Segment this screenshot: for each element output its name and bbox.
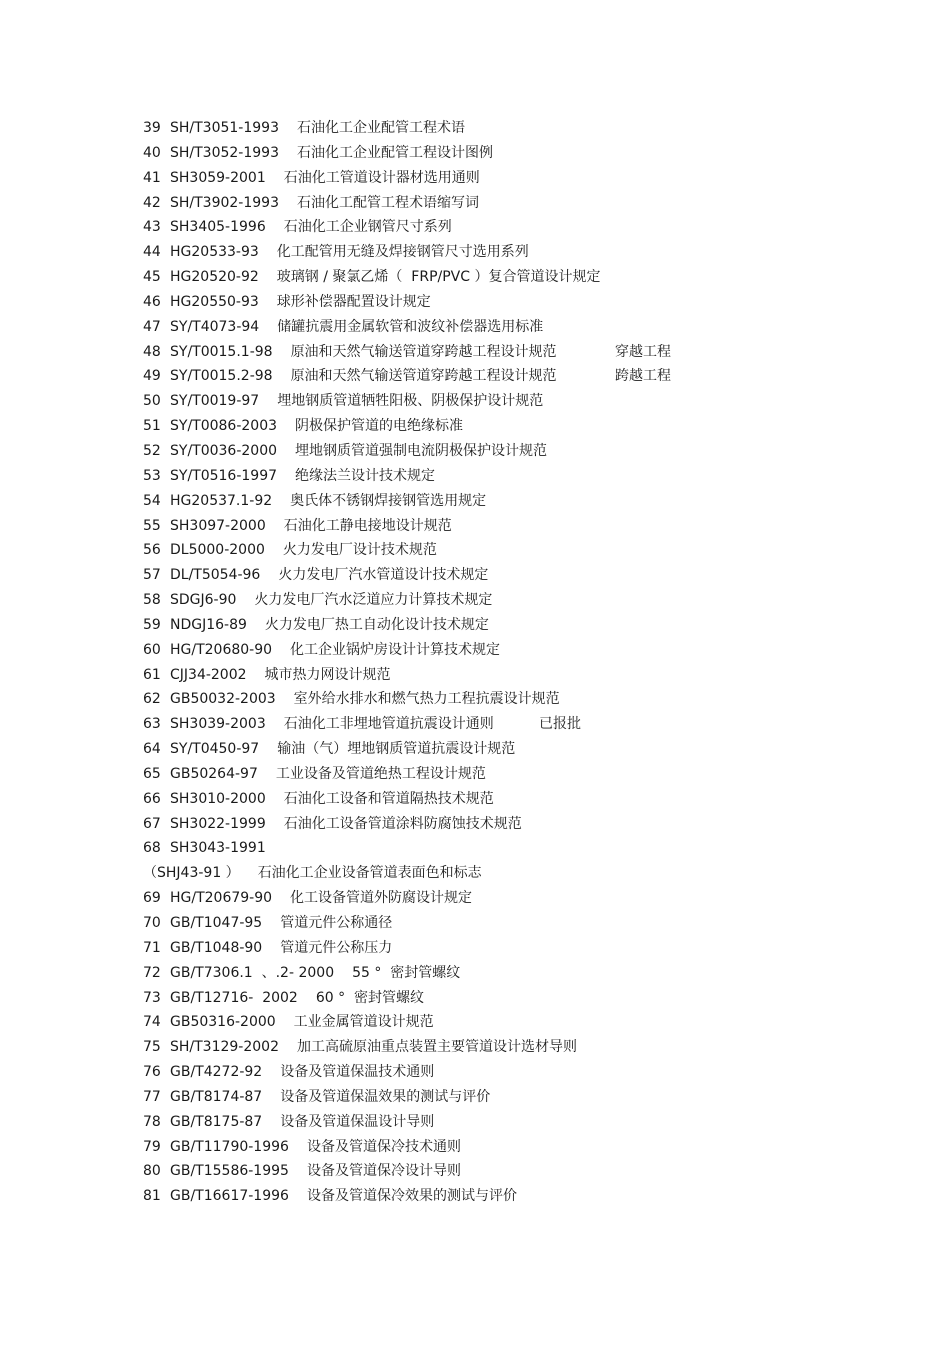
item-number: 54	[143, 492, 161, 509]
standard-title: 埋地钢质管道牺牲阳极、阴极保护设计规范	[277, 393, 544, 410]
standard-code: SY/T0516-1997	[170, 467, 278, 484]
item-number: 53	[143, 467, 161, 484]
standard-code: CJJ34-2002	[170, 666, 247, 683]
standard-title: 储罐抗震用金属软管和波纹补偿器选用标准	[277, 318, 544, 335]
list-item	[143, 638, 600, 663]
item-number: 51	[143, 418, 161, 435]
standard-title: 石油化工配管工程术语缩写词	[297, 194, 479, 211]
list-item	[143, 961, 600, 986]
standard-code: DL5000-2000	[170, 542, 265, 559]
standard-title: 设备及管道保冷设计导则	[306, 1163, 461, 1180]
list-item	[143, 812, 600, 837]
item-number: 41	[143, 169, 161, 186]
item-number: 59	[143, 616, 161, 633]
list-item	[143, 1085, 600, 1110]
standard-code: SY/T0015.2-98	[170, 368, 273, 385]
item-number: 81	[143, 1188, 161, 1205]
item-number: 39	[143, 120, 161, 136]
standard-code: SH/T3051-1993	[170, 120, 279, 136]
standard-title: 石油化工管道设计器材选用通则	[283, 169, 480, 186]
standard-title: 原油和天然气输送管道穿跨越工程设计规范	[290, 343, 557, 360]
standard-code: SY/T0450-97	[170, 741, 260, 758]
item-number: 75	[143, 1039, 161, 1056]
list-item	[143, 240, 600, 265]
standard-code: HG20533-93	[170, 244, 259, 261]
standard-title: 球形补偿器配置设计规定	[276, 293, 431, 310]
standard-title: 火力发电厂汽水泛道应力计算技术规定	[254, 592, 493, 609]
item-number: 69	[143, 890, 161, 907]
standard-code: HG20520-92	[170, 269, 259, 286]
standard-code: SH/T3052-1993	[170, 144, 279, 161]
standard-title: 工业金属管道设计规范	[293, 1014, 434, 1031]
standard-code: HG/T20680-90	[170, 641, 273, 658]
standard-code: GB50316-2000	[170, 1014, 276, 1031]
standard-code: GB50032-2003	[170, 691, 276, 708]
item-number: 79	[143, 1138, 161, 1155]
list-item	[143, 191, 600, 216]
item-number: 60	[143, 641, 161, 658]
list-item	[143, 265, 600, 290]
standard-title: 埋地钢质管道强制电流阴极保护设计规范	[295, 442, 548, 459]
item-number: 49	[143, 368, 161, 385]
standard-title: 绝缘法兰设计技术规定	[295, 467, 436, 484]
standard-title: 设备及管道保冷效果的测试与评价	[306, 1188, 517, 1205]
item-number: 45	[143, 269, 161, 286]
item-number: 74	[143, 1014, 161, 1031]
standard-title: 原油和天然气输送管道穿跨越工程设计规范	[290, 368, 557, 385]
standard-code: SY/T0019-97	[170, 393, 260, 410]
standard-code: SY/T4073-94	[170, 318, 260, 335]
standard-code: SDGJ6-90	[170, 592, 237, 609]
list-item	[143, 986, 600, 1011]
item-number: 78	[143, 1113, 161, 1130]
list-item	[143, 737, 600, 762]
item-number: 64	[143, 741, 161, 758]
item-number: 56	[143, 542, 161, 559]
standard-title: 石油化工企业钢管尺寸系列	[283, 219, 452, 236]
standard-code: GB/T16617-1996	[170, 1188, 289, 1205]
standard-code: HG20550-93	[170, 293, 259, 310]
standard-title: 石油化工设备管道涂料防腐蚀技术规范	[283, 815, 522, 832]
standard-title: 石油化工企业配管工程术语	[297, 120, 465, 136]
item-number: 40	[143, 144, 161, 161]
standard-code: GB/T12716- 2002	[170, 989, 298, 1006]
item-number: 61	[143, 666, 161, 683]
standard-title: 石油化工非埋地管道抗震设计通则	[283, 716, 494, 733]
standard-code: SH3022-1999	[170, 815, 266, 832]
standard-code: HG/T20679-90	[170, 890, 273, 907]
standard-code: GB/T7306.1 、.2- 2000	[170, 964, 335, 981]
list-item	[143, 762, 600, 787]
standard-title: 奥氏体不锈钢焊接钢管选用规定	[290, 492, 487, 509]
standard-title: 化工企业锅炉房设计计算技术规定	[290, 641, 501, 658]
list-item	[143, 886, 600, 911]
item-number: 63	[143, 716, 161, 733]
item-number: 65	[143, 765, 161, 782]
list-item	[143, 936, 600, 961]
list-item	[143, 836, 600, 861]
standard-code: GB/T15586-1995	[170, 1163, 289, 1180]
item-number: 71	[143, 939, 161, 956]
item-number: 70	[143, 915, 161, 931]
list-item	[143, 166, 600, 191]
standard-note: 已报批	[539, 716, 581, 733]
standard-code: GB/T8175-87	[170, 1113, 263, 1130]
item-number: 52	[143, 442, 161, 459]
list-item	[143, 911, 600, 936]
list-item	[143, 1135, 600, 1160]
standard-title: 火力发电厂设计技术规范	[282, 542, 437, 559]
list-item	[143, 290, 600, 315]
standard-code: （SHJ43-91 ）	[143, 865, 240, 882]
list-item	[143, 315, 600, 340]
list-item	[143, 439, 600, 464]
standard-title: 输油（气）埋地钢质管道抗震设计规范	[277, 741, 516, 758]
standard-title: 化工设备管道外防腐设计规定	[290, 890, 473, 907]
item-number: 77	[143, 1088, 161, 1105]
list-item	[143, 861, 600, 886]
list-item	[143, 1060, 600, 1085]
standard-code: SH3405-1996	[170, 219, 266, 236]
item-number: 44	[143, 244, 161, 261]
list-item	[143, 712, 600, 737]
standard-code: SH3059-2001	[170, 169, 266, 186]
item-number: 62	[143, 691, 161, 708]
item-number: 73	[143, 989, 161, 1006]
standard-title: 室外给水排水和燃气热力工程抗震设计规范	[293, 691, 560, 708]
standard-title: 城市热力网设计规范	[264, 666, 391, 683]
list-item	[143, 787, 600, 812]
standard-title: 石油化工静电接地设计规范	[283, 517, 452, 534]
list-item	[143, 613, 600, 638]
standard-title: 55 ° 密封管螺纹	[352, 964, 461, 981]
list-item	[143, 489, 600, 514]
standard-title: 设备及管道保温技术通则	[280, 1064, 435, 1081]
standard-code: SY/T0086-2003	[170, 418, 278, 435]
item-number: 66	[143, 790, 161, 807]
list-item	[143, 538, 600, 563]
list-item	[143, 1010, 600, 1035]
standard-code: SY/T0015.1-98	[170, 343, 273, 360]
standard-code: SH/T3129-2002	[170, 1039, 279, 1056]
list-item	[143, 116, 600, 141]
item-number: 58	[143, 592, 161, 609]
standard-title: 管道元件公称通径	[280, 915, 393, 931]
standard-code: SH3043-1991	[170, 840, 266, 857]
list-item	[143, 414, 600, 439]
standard-code: GB/T4272-92	[170, 1064, 263, 1081]
item-number: 57	[143, 567, 161, 584]
standard-code: SH/T3902-1993	[170, 194, 279, 211]
standard-note: 穿越工程	[615, 343, 671, 360]
list-item	[143, 514, 600, 539]
standard-title: 设备及管道保冷技术通则	[306, 1138, 461, 1155]
standard-code: NDGJ16-89	[170, 616, 247, 633]
list-item	[143, 687, 600, 712]
standard-title: 化工配管用无缝及焊接钢管尺寸选用系列	[276, 244, 529, 261]
standard-title: 石油化工设备和管道隔热技术规范	[283, 790, 494, 807]
list-item	[143, 1159, 600, 1184]
list-item	[143, 1035, 600, 1060]
standard-title: 设备及管道保温效果的测试与评价	[280, 1088, 491, 1105]
item-number: 68	[143, 840, 161, 857]
standard-code: SY/T0036-2000	[170, 442, 278, 459]
list-item	[143, 464, 600, 489]
item-number: 67	[143, 815, 161, 832]
standard-code: GB50264-97	[170, 765, 258, 782]
standard-code: GB/T1048-90	[170, 939, 263, 956]
item-number: 48	[143, 343, 161, 360]
standard-title: 阴极保护管道的电绝缘标准	[295, 418, 464, 435]
standards-list	[143, 116, 671, 1209]
standard-code: GB/T1047-95	[170, 915, 263, 931]
item-number: 47	[143, 318, 161, 335]
list-item	[143, 588, 600, 613]
list-item	[143, 364, 671, 389]
standard-code: SH3010-2000	[170, 790, 266, 807]
standard-title: 管道元件公称压力	[280, 939, 393, 956]
standard-title: 设备及管道保温设计导则	[280, 1113, 435, 1130]
standard-title: 60 ° 密封管螺纹	[315, 989, 425, 1006]
standard-code: HG20537.1-92	[170, 492, 273, 509]
list-item	[143, 1110, 600, 1135]
standard-title: 火力发电厂热工自动化设计技术规定	[264, 616, 489, 633]
standard-note: 跨越工程	[615, 368, 671, 385]
standard-code: GB/T8174-87	[170, 1088, 263, 1105]
item-number: 50	[143, 393, 161, 410]
standard-code: GB/T11790-1996	[170, 1138, 289, 1155]
item-number: 76	[143, 1064, 161, 1081]
list-item	[143, 141, 600, 166]
list-item	[143, 563, 600, 588]
standard-code: SH3039-2003	[170, 716, 266, 733]
list-item	[143, 663, 600, 688]
standard-title: 加工高硫原油重点装置主要管道设计选材导则	[297, 1039, 577, 1056]
item-number: 42	[143, 194, 161, 211]
list-item	[143, 340, 671, 365]
item-number: 72	[143, 964, 161, 981]
standard-title: 石油化工企业配管工程设计图例	[297, 144, 493, 161]
standard-title: 火力发电厂汽水管道设计技术规定	[278, 567, 489, 584]
item-number: 46	[143, 293, 161, 310]
item-number: 80	[143, 1163, 161, 1180]
standard-title: 玻璃钢 / 聚氯乙烯（ FRP/PVC ）复合管道设计规定	[276, 269, 601, 286]
list-item	[143, 215, 600, 240]
list-item	[143, 389, 600, 414]
standard-title: 工业设备及管道绝热工程设计规范	[275, 765, 486, 782]
list-item	[143, 1184, 600, 1209]
item-number: 43	[143, 219, 161, 236]
standard-code: DL/T5054-96	[170, 567, 261, 584]
standard-title: 石油化工企业设备管道表面色和标志	[257, 865, 482, 882]
standard-code: SH3097-2000	[170, 517, 266, 534]
item-number: 55	[143, 517, 161, 534]
